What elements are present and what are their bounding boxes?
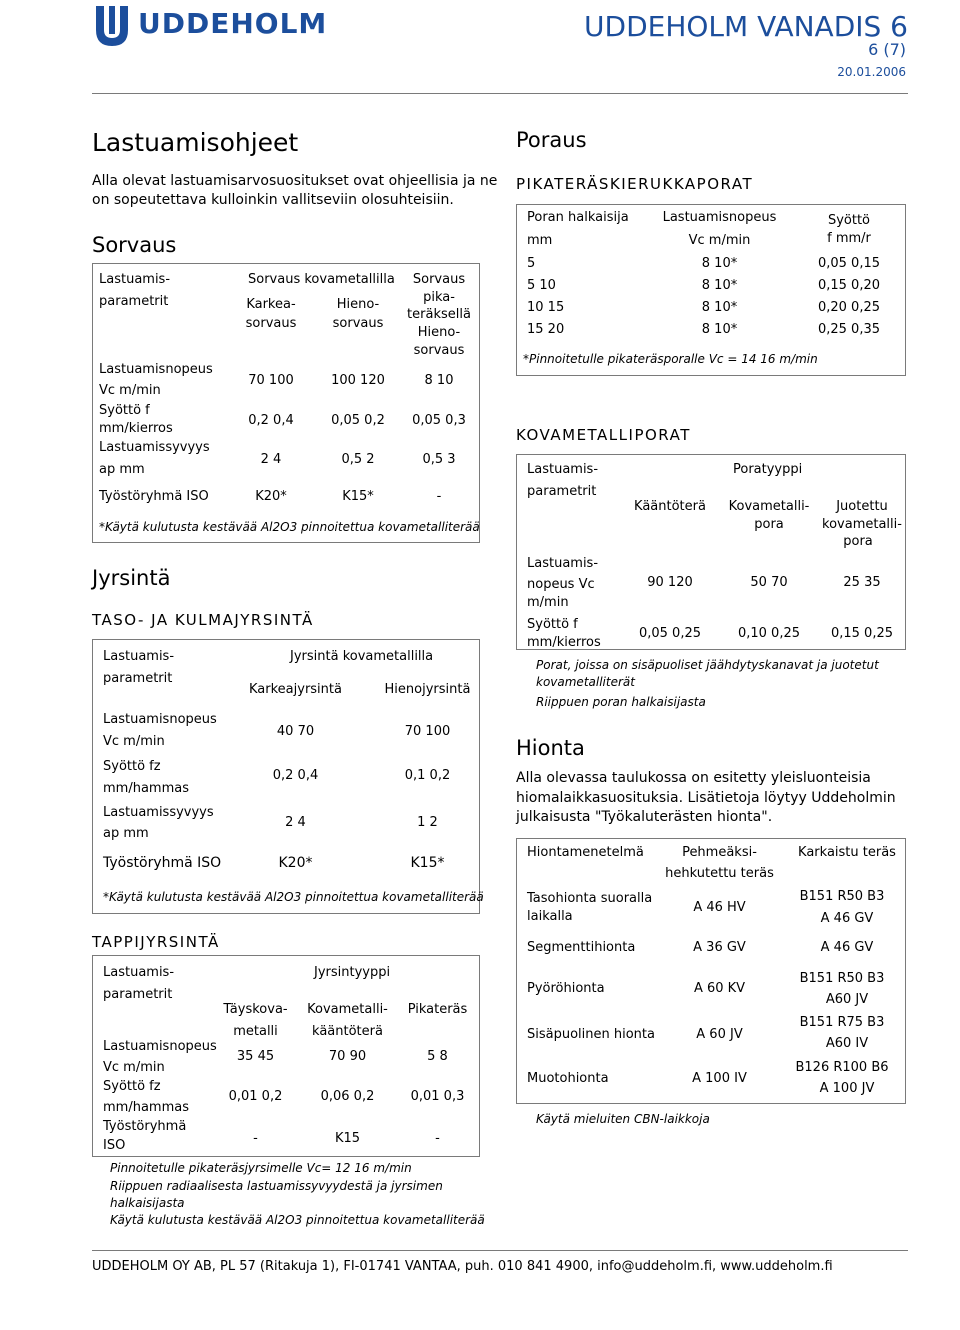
cell-value: B151 R50 B3 bbox=[799, 971, 885, 986]
row-label: Työstöryhmä bbox=[103, 1119, 187, 1134]
cell-value: 0,06 0,2 bbox=[320, 1089, 375, 1104]
product-title: UDDEHOLM VANADIS 6 bbox=[584, 10, 908, 43]
param-label: Lastuamis- bbox=[103, 649, 175, 664]
cell-value: 35 45 bbox=[236, 1049, 275, 1064]
column-header: Karkea- bbox=[246, 297, 296, 312]
cell-value: 50 70 bbox=[750, 575, 788, 590]
intro-line-2: on sopeutettava kulloinkin vallitseviin olosuhteisiin. bbox=[92, 192, 454, 208]
column-header: Kovametalli- bbox=[728, 499, 810, 514]
column-header: teräksellä bbox=[407, 307, 471, 322]
cell-value: 8 10* bbox=[701, 256, 738, 271]
row-label: Syöttö fz bbox=[103, 1079, 161, 1094]
cell-value: 25 35 bbox=[843, 575, 881, 590]
cell-value: - bbox=[436, 489, 442, 504]
column-group-header: Jyrsintyyppi bbox=[314, 965, 391, 980]
cell-value: A60 JV bbox=[825, 992, 869, 1007]
cell-value: 8 10* bbox=[701, 322, 738, 337]
cell-value: 0,05 0,3 bbox=[412, 413, 466, 428]
cell-value: 1 2 bbox=[417, 815, 438, 830]
footnote-1-cont: kovametalliterät bbox=[536, 675, 635, 689]
page-number: 6 (7) bbox=[868, 40, 906, 59]
cell-value: 90 120 bbox=[647, 575, 693, 590]
cell-value: 0,1 0,2 bbox=[404, 768, 451, 783]
column-header: kääntöterä bbox=[312, 1024, 383, 1039]
footnote-1: Porat, joissa on sisäpuoliset jäähdytyskanavat ja juotetut bbox=[536, 658, 879, 672]
column-header: sorvaus bbox=[245, 316, 297, 331]
row-label: Tasohionta suoralla bbox=[527, 891, 653, 906]
cell-value: 0,2 0,4 bbox=[272, 768, 319, 783]
param-label: parametrit bbox=[103, 671, 173, 686]
cell-value: 0,15 0,20 bbox=[817, 278, 881, 293]
logo-text: UDDEHOLM bbox=[138, 7, 328, 40]
cell-value: A 100 JV bbox=[819, 1081, 875, 1096]
hionta-heading: Hionta bbox=[516, 736, 585, 760]
column-header: sorvaus bbox=[332, 316, 384, 331]
column-header: mm bbox=[527, 233, 553, 248]
sorvaus-table bbox=[92, 263, 480, 543]
hionta-intro-2: hiomalaikkasuosituksia. Lisätietoja löytyy Uddeholmin bbox=[516, 790, 896, 806]
column-header: Poran halkaisija bbox=[527, 210, 629, 225]
column-header: Hieno- bbox=[336, 297, 380, 312]
column-group-header: Poratyyppi bbox=[733, 462, 803, 477]
cell-value: A 46 HV bbox=[693, 900, 746, 915]
cell-value: 0,15 0,25 bbox=[830, 626, 894, 641]
column-header: Karkaistu teräs bbox=[798, 845, 896, 860]
jyrsinta-heading: Jyrsintä bbox=[92, 566, 171, 590]
cell-value: 0,5 2 bbox=[341, 452, 375, 467]
row-label: ap mm bbox=[99, 462, 145, 477]
document-date: 20.01.2006 bbox=[837, 65, 906, 79]
cell-value: A60 IV bbox=[825, 1036, 869, 1051]
row-label: Lastuamis- bbox=[527, 556, 599, 571]
column-header: Hiontamenetelmä bbox=[527, 845, 644, 860]
row-label: Muotohionta bbox=[527, 1071, 609, 1086]
row-label: mm/kierros bbox=[99, 421, 173, 436]
page-title: Lastuamisohjeet bbox=[92, 128, 299, 157]
param-label: parametrit bbox=[103, 987, 173, 1002]
cell-value: A 60 JV bbox=[696, 1027, 743, 1042]
row-label: mm/hammas bbox=[103, 1100, 189, 1115]
cell-value: 10 15 bbox=[527, 300, 565, 315]
cell-value: 15 20 bbox=[527, 322, 565, 337]
section-subheading: PIKATERÄSKIERUKKAPORAT bbox=[516, 175, 754, 193]
row-label: Lastuamissyvyys bbox=[99, 440, 210, 455]
footnote-1: Käytä mieluiten CBN-laikkoja bbox=[536, 1112, 710, 1126]
cell-value: K20* bbox=[255, 489, 287, 504]
column-header: Juotettu bbox=[836, 499, 888, 514]
cell-value: B151 R75 B3 bbox=[799, 1015, 885, 1030]
column-header: Kääntöterä bbox=[634, 499, 706, 514]
tappi-table bbox=[92, 955, 480, 1157]
column-header: Täyskova- bbox=[223, 1002, 288, 1017]
cell-value: K15* bbox=[342, 489, 374, 504]
cell-value: 0,01 0,2 bbox=[228, 1089, 283, 1104]
cell-value: 0,20 0,25 bbox=[817, 300, 881, 315]
footnote-3: Käytä kulutusta kestävää Al2O3 pinnoitettua kovametalliterää bbox=[110, 1213, 485, 1227]
cell-value: 5 bbox=[527, 256, 536, 271]
section-subheading: TAPPIJYRSINTÄ bbox=[92, 933, 220, 951]
row-label: ISO bbox=[103, 1138, 126, 1153]
column-header: pika- bbox=[423, 290, 455, 305]
row-label: Sisäpuolinen hionta bbox=[527, 1027, 655, 1042]
footer-rule bbox=[92, 1250, 908, 1251]
row-label: Vc m/min bbox=[103, 734, 165, 749]
row-label: ap mm bbox=[103, 826, 149, 841]
footnote-2: Riippuen radiaalisesta lastuamissyvyydestä ja jyrsimen bbox=[110, 1179, 443, 1193]
row-label: Pyöröhionta bbox=[527, 981, 605, 996]
column-header: Lastuamisnopeus bbox=[662, 210, 777, 225]
column-header: Hienojyrsintä bbox=[384, 682, 471, 697]
row-label: Lastuamisnopeus bbox=[103, 1039, 217, 1054]
column-header: Hieno- bbox=[417, 325, 461, 340]
param-label: Lastuamis- bbox=[99, 272, 171, 287]
cell-value: 0,05 0,2 bbox=[331, 413, 385, 428]
column-header: f mm/r bbox=[827, 231, 871, 246]
param-label: Lastuamis- bbox=[527, 462, 599, 477]
header-rule bbox=[92, 93, 908, 94]
column-header: kovametalli- bbox=[822, 517, 902, 532]
cell-value: K20* bbox=[278, 855, 313, 871]
intro-line-1: Alla olevat lastuamisarvosuositukset ovat ohjeellisia ja ne bbox=[92, 173, 498, 189]
row-label: mm/hammas bbox=[103, 781, 189, 796]
row-label: laikalla bbox=[527, 909, 573, 924]
row-label: mm/kierros bbox=[527, 635, 601, 650]
cell-value: 70 100 bbox=[248, 373, 294, 388]
cell-value: K15 bbox=[334, 1131, 361, 1146]
column-header: hehkutettu teräs bbox=[665, 866, 774, 881]
row-label: Työstöryhmä ISO bbox=[103, 855, 222, 871]
row-label: Syöttö fz bbox=[103, 759, 161, 774]
cell-value: 0,5 3 bbox=[422, 452, 456, 467]
column-header: Sorvaus bbox=[412, 272, 466, 287]
footnote-2: Riippuen poran halkaisijasta bbox=[536, 695, 706, 709]
column-header: pora bbox=[843, 534, 873, 549]
row-label: Vc m/min bbox=[99, 383, 161, 398]
cell-value: 5 10 bbox=[527, 278, 556, 293]
column-header: Karkeajyrsintä bbox=[249, 682, 342, 697]
cell-value: A 100 IV bbox=[692, 1071, 747, 1086]
cell-value: 2 4 bbox=[260, 452, 282, 467]
column-header: Pikateräs bbox=[407, 1002, 468, 1017]
column-header: Vc m/min bbox=[688, 233, 751, 248]
footnote-2-cont: halkaisijasta bbox=[110, 1196, 185, 1210]
cell-value: 8 10* bbox=[701, 300, 738, 315]
row-label: Lastuamisnopeus bbox=[99, 362, 213, 377]
cell-value: A 36 GV bbox=[693, 940, 746, 955]
column-header: Kovametalli- bbox=[307, 1002, 388, 1017]
row-label: Syöttö f bbox=[99, 403, 150, 418]
row-label: Syöttö f bbox=[527, 617, 578, 632]
cell-value: 70 100 bbox=[404, 724, 451, 739]
cell-value: - bbox=[435, 1131, 440, 1146]
row-label: Lastuamisnopeus bbox=[103, 712, 217, 727]
cell-value: 5 8 bbox=[427, 1049, 448, 1064]
cell-value: 40 70 bbox=[276, 724, 315, 739]
row-label: Lastuamissyvyys bbox=[103, 805, 214, 820]
kovametalliporat-table bbox=[516, 454, 906, 650]
cell-value: A 46 GV bbox=[820, 911, 874, 926]
column-header: Syöttö bbox=[827, 213, 871, 228]
table-note: *Käytä kulutusta kestävää Al2O3 pinnoitettua kovametalliterää bbox=[103, 890, 484, 904]
row-label: Vc m/min bbox=[103, 1060, 165, 1075]
column-header: metalli bbox=[233, 1024, 278, 1039]
section-subheading: TASO- JA KULMAJYRSINTÄ bbox=[92, 611, 314, 629]
sorvaus-heading: Sorvaus bbox=[92, 233, 177, 257]
footnote-1: Pinnoitetulle pikateräsjyrsimelle Vc= 12 16 m/min bbox=[110, 1161, 412, 1175]
param-label: Lastuamis- bbox=[103, 965, 175, 980]
cell-value: A 60 KV bbox=[693, 981, 746, 996]
jyrsinta-table bbox=[92, 639, 484, 914]
cell-value: 100 120 bbox=[331, 373, 385, 388]
row-label: m/min bbox=[527, 595, 569, 610]
pikaterasporat-table bbox=[516, 204, 906, 376]
column-header: pora bbox=[754, 517, 784, 532]
cell-value: 8 10* bbox=[701, 278, 738, 293]
uddeholm-logo-icon bbox=[92, 4, 132, 48]
cell-value: 0,10 0,25 bbox=[737, 626, 801, 641]
cell-value: 70 90 bbox=[328, 1049, 367, 1064]
cell-value: B126 R100 B6 bbox=[795, 1060, 889, 1075]
cell-value: 0,01 0,3 bbox=[410, 1089, 465, 1104]
table-note: *Käytä kulutusta kestävää Al2O3 pinnoitettua kovametalliterää bbox=[99, 520, 480, 534]
column-group-header: Jyrsintä kovametallilla bbox=[290, 649, 434, 664]
cell-value: A 46 GV bbox=[820, 940, 874, 955]
section-subheading: KOVAMETALLIPORAT bbox=[516, 426, 691, 444]
cell-value: 0,05 0,25 bbox=[638, 626, 702, 641]
cell-value: 0,2 0,4 bbox=[248, 413, 294, 428]
row-label: Työstöryhmä ISO bbox=[99, 489, 209, 504]
hionta-intro-1: Alla olevassa taulukossa on esitetty yleisluonteisia bbox=[516, 770, 871, 786]
column-group-header: Sorvaus kovametallilla bbox=[248, 272, 395, 287]
row-label: Segmenttihionta bbox=[527, 940, 636, 955]
cell-value: 0,05 0,15 bbox=[817, 256, 881, 271]
cell-value: - bbox=[253, 1131, 258, 1146]
hionta-table bbox=[516, 838, 906, 1104]
column-header: Pehmeäksi- bbox=[682, 845, 757, 860]
cell-value: B151 R50 B3 bbox=[799, 889, 885, 904]
cell-value: 2 4 bbox=[285, 815, 306, 830]
param-label: parametrit bbox=[99, 294, 169, 309]
table-note: *Pinnoitetulle pikateräsporalle Vc = 14 16 m/min bbox=[523, 352, 818, 366]
param-label: parametrit bbox=[527, 484, 597, 499]
poraus-heading: Poraus bbox=[516, 128, 587, 152]
column-header: sorvaus bbox=[413, 343, 465, 358]
row-label: nopeus Vc bbox=[527, 577, 595, 592]
cell-value: 0,25 0,35 bbox=[817, 322, 881, 337]
hionta-intro-3: julkaisusta "Työkaluterästen hionta". bbox=[516, 809, 773, 825]
footer-contact: UDDEHOLM OY AB, PL 57 (Ritakuja 1), FI-01741 VANTAA, puh. 010 841 4900, info@uddeholm.fi, www.uddeholm.fi bbox=[92, 1259, 833, 1274]
cell-value: K15* bbox=[410, 855, 445, 871]
cell-value: 8 10 bbox=[424, 373, 454, 388]
